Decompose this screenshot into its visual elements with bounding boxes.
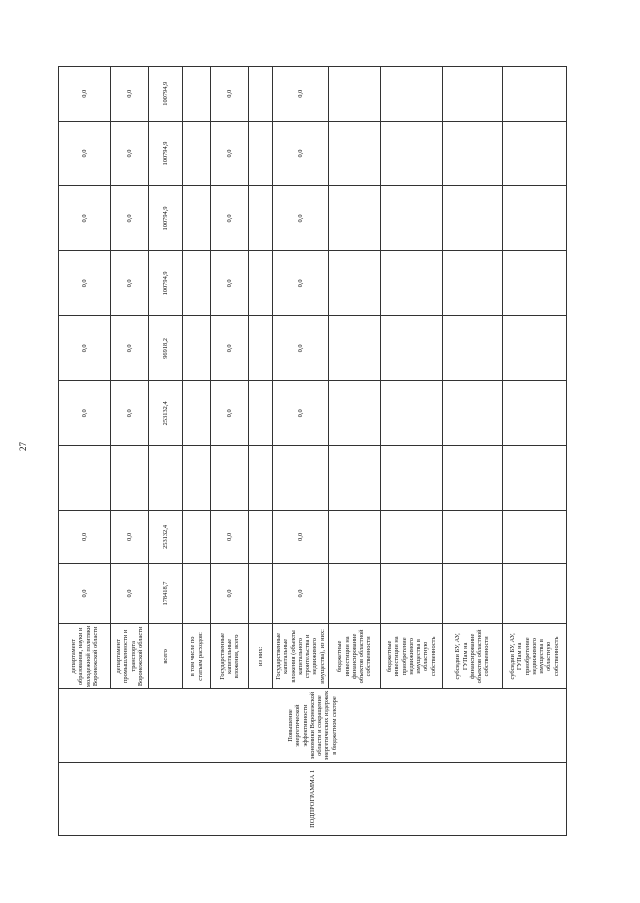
value-cell: 0,0 <box>273 121 329 186</box>
value-cell <box>443 381 503 446</box>
value-cell: 0,0 <box>211 511 249 563</box>
value-cell <box>381 121 443 186</box>
value-cell <box>381 316 443 381</box>
row-label-cell: бюджетные инвестиции на финансирование объектов областной собственности <box>329 624 381 689</box>
value-cell <box>249 563 273 624</box>
value-cell <box>329 563 381 624</box>
value-cell: 0,0 <box>273 67 329 122</box>
value-cell <box>381 446 443 511</box>
row-label-cell: в том числе по статьям расходов: <box>183 624 211 689</box>
table-row <box>59 67 111 836</box>
value-cell <box>503 186 567 251</box>
program-title-cell: Повышение энергетической эффективности экономики Воронежской области и сокращение энергетических издержек в бюджетном секторе <box>59 689 567 762</box>
value-cell <box>329 446 381 511</box>
value-cell <box>381 251 443 316</box>
value-cell: 0,0 <box>273 316 329 381</box>
value-cell: 178418,7 <box>149 563 183 624</box>
value-cell <box>381 563 443 624</box>
value-cell <box>329 251 381 316</box>
value-cell <box>381 186 443 251</box>
value-cell <box>329 316 381 381</box>
value-cell: 0,0 <box>111 316 149 381</box>
value-cell <box>249 121 273 186</box>
value-cell: 0,0 <box>111 67 149 122</box>
value-cell: 0,0 <box>211 563 249 624</box>
program-code-cell: ПОДПРОГРАММА 1 <box>59 762 567 835</box>
value-cell <box>443 446 503 511</box>
value-cell: 0,0 <box>211 381 249 446</box>
value-cell <box>111 446 149 511</box>
value-cell: 0,0 <box>59 511 111 563</box>
value-cell <box>503 67 567 122</box>
value-cell: 0,0 <box>111 121 149 186</box>
value-cell: 0,0 <box>59 381 111 446</box>
value-cell <box>183 446 211 511</box>
value-cell <box>183 563 211 624</box>
value-cell <box>59 446 111 511</box>
value-cell <box>503 316 567 381</box>
value-cell: 0,0 <box>211 251 249 316</box>
value-cell: 96918,2 <box>149 316 183 381</box>
value-cell: 0,0 <box>211 316 249 381</box>
page-number: 27 <box>18 442 28 451</box>
value-cell: 0,0 <box>211 186 249 251</box>
value-cell <box>381 67 443 122</box>
table-rotated-container <box>58 66 560 836</box>
value-cell <box>249 251 273 316</box>
value-cell <box>443 67 503 122</box>
value-cell <box>249 316 273 381</box>
value-cell: 0,0 <box>273 186 329 251</box>
row-label-cell: департамент промышленности и транспорта Воронежской области <box>111 624 149 689</box>
value-cell <box>443 186 503 251</box>
value-cell <box>149 446 183 511</box>
value-cell <box>183 121 211 186</box>
budget-table <box>58 66 567 836</box>
row-label-cell: субсидии БУ, АУ, ГУПам на приобретение недвижимого имущества в областную собственность <box>503 624 567 689</box>
value-cell: 0,0 <box>273 251 329 316</box>
value-cell: 0,0 <box>59 186 111 251</box>
value-cell <box>443 316 503 381</box>
value-cell <box>249 67 273 122</box>
value-cell <box>503 121 567 186</box>
value-cell: 0,0 <box>273 511 329 563</box>
value-cell <box>443 121 503 186</box>
value-cell <box>329 67 381 122</box>
value-cell <box>381 381 443 446</box>
value-cell: 0,0 <box>59 251 111 316</box>
row-label-cell: департамент образования, науки и молодежной политики Воронежской области <box>59 624 111 689</box>
rotated-table-sheet <box>58 66 560 836</box>
value-cell <box>183 67 211 122</box>
value-cell <box>249 511 273 563</box>
value-cell <box>443 511 503 563</box>
value-cell: 0,0 <box>59 316 111 381</box>
value-cell: 0,0 <box>59 67 111 122</box>
value-cell <box>503 511 567 563</box>
row-label-cell: из них: <box>249 624 273 689</box>
value-cell <box>249 381 273 446</box>
value-cell: 0,0 <box>111 563 149 624</box>
value-cell: 0,0 <box>273 563 329 624</box>
value-cell: 0,0 <box>59 563 111 624</box>
value-cell: 0,0 <box>111 511 149 563</box>
value-cell <box>381 511 443 563</box>
value-cell <box>443 251 503 316</box>
value-cell <box>329 186 381 251</box>
value-cell: 100794,9 <box>149 251 183 316</box>
value-cell <box>183 251 211 316</box>
value-cell <box>211 446 249 511</box>
row-label-cell: субсидии БУ, АУ, ГУПам на финансирование объектов областной собственности <box>443 624 503 689</box>
value-cell: 100794,9 <box>149 121 183 186</box>
value-cell <box>503 563 567 624</box>
value-cell: 0,0 <box>111 381 149 446</box>
value-cell <box>249 446 273 511</box>
row-label-cell: Государственные капитальные вложения, всего <box>211 624 249 689</box>
value-cell: 100794,9 <box>149 186 183 251</box>
value-cell <box>183 316 211 381</box>
value-cell: 100794,9 <box>149 67 183 122</box>
value-cell: 253132,4 <box>149 511 183 563</box>
value-cell <box>273 446 329 511</box>
value-cell: 0,0 <box>59 121 111 186</box>
value-cell <box>503 446 567 511</box>
value-cell <box>329 121 381 186</box>
value-cell: 0,0 <box>111 186 149 251</box>
value-cell: 0,0 <box>111 251 149 316</box>
value-cell <box>443 563 503 624</box>
value-cell: 0,0 <box>273 381 329 446</box>
value-cell <box>329 381 381 446</box>
row-label-cell: всего <box>149 624 183 689</box>
value-cell <box>503 381 567 446</box>
value-cell <box>183 511 211 563</box>
row-label-cell: Государственные капитальные вложения (объекты капитального строительства и недвижимого имущества), из них: <box>273 624 329 689</box>
value-cell <box>183 186 211 251</box>
value-cell <box>503 251 567 316</box>
value-cell: 0,0 <box>211 121 249 186</box>
value-cell <box>249 186 273 251</box>
row-label-cell: бюджетные инвестиции на приобретение недвижимого имущества в областную собственность <box>381 624 443 689</box>
value-cell: 253132,4 <box>149 381 183 446</box>
value-cell: 0,0 <box>211 67 249 122</box>
value-cell <box>183 381 211 446</box>
value-cell <box>329 511 381 563</box>
